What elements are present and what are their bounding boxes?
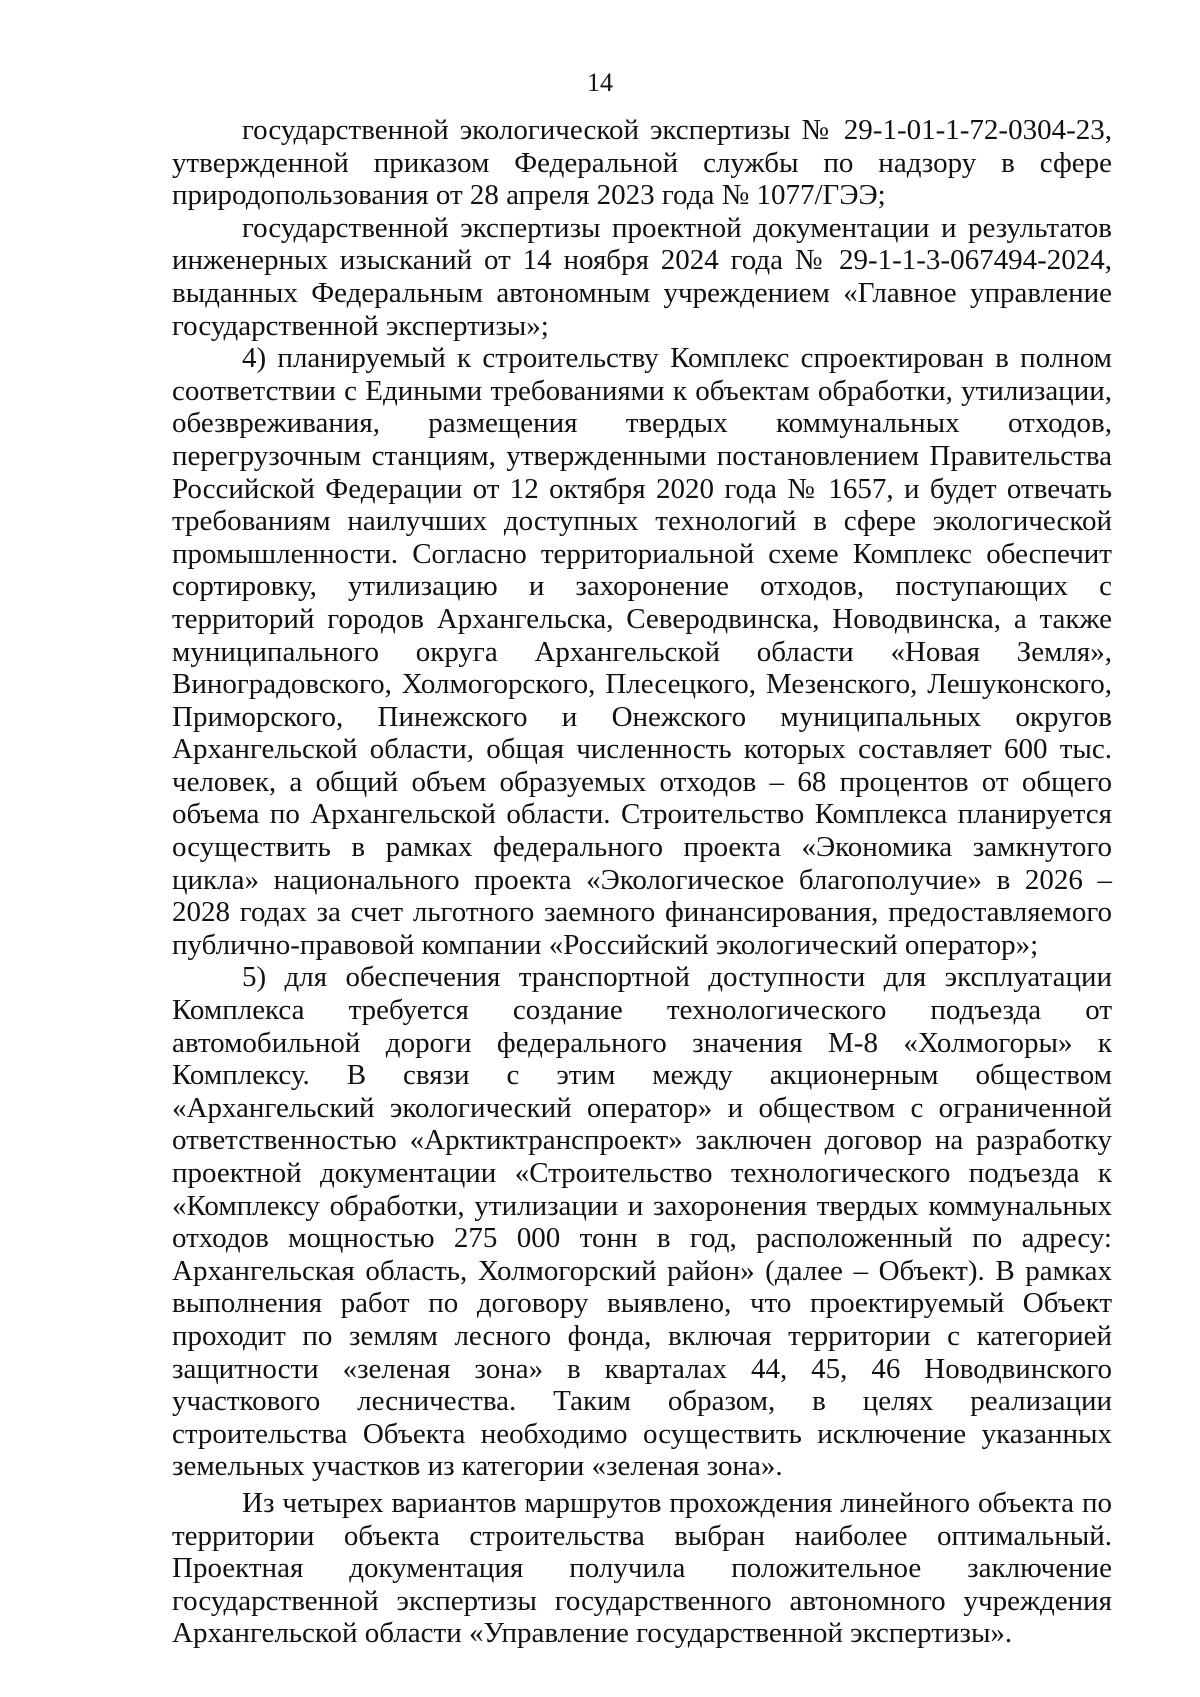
paragraph-item-5-access-road: 5) для обеспечения транспортной доступности для эксплуатации Комплекса требуется создание технологического подъезда от автомобильной дороги федерального значения М-8 «Холмогоры» к Комплексу. В связи с этим между акционерным обществом «Архангельский экологический оператор» и обществом с ограниченной ответственностью «Арктиктранспроект» заключен договор на разработку проектной документации «Строительство технологического подъезда к «Комплексу обработки, утилизации и захоронения твердых коммунальных отходов мощностью 275 000 тонн в год, расположенный по адресу: Архангельская область, Холмогорский район» (далее – Объект). В рамках выполнения работ по договору выявлено, что проектируемый Объект проходит по землям лесного фонда, включая территории с категорией защитности «зеленая зона» в кварталах 44, 45, 46 Новодвинского участкового лесничества. Таким образом, в целях реализации строительства Объекта необходимо осуществить исключение указанных земельных участков из категории «зеленая зона».	[172, 961, 1112, 1483]
page-number: 14	[587, 68, 613, 97]
paragraph-item-4-complex: 4) планируемый к строительству Комплекс спроектирован в полном соответствии с Едиными требованиями к объектам обработки, утилизации, обезвреживания, размещения твердых коммунальных отходов, перегрузочным станциям, утвержденными постановлением Правительства Российской Федерации от 12 октября 2020 года № 1657, и будет отвечать требованиям наилучших доступных технологий в сфере экологической промышленности. Согласно территориальной схеме Комплекс обеспечит сортировку, утилизацию и захоронение отходов, поступающих с территорий городов Архангельска, Северодвинска, Новодвинска, а также муниципального округа Архангельской области «Новая Земля», Виноградовского, Холмогорского, Плесецкого, Мезенского, Лешуконского, Приморского, Пинежского и Онежского муниципальных округов Архангельской области, общая численность которых составляет 600 тыс. человек, а общий объем образуемых отходов – 68 процентов от общего объема по Архангельской области. Строительство Комплекса планируется осуществить в рамках федерального проекта «Экономика замкнутого цикла» национального проекта «Экологическое благополучие» в 2026 – 2028 годах за счет льготного заемного финансирования, предоставляемого публично-правовой компании «Российский экологический оператор»;	[172, 342, 1112, 961]
paragraph-project-expertise: государственной экспертизы проектной документации и результатов инженерных изысканий от 14 ноября 2024 года № 29-1-1-3-067494-2024, выданных Федеральным автономным учреждением «Главное управление государственной экспертизы»;	[172, 211, 1112, 342]
paragraph-route-options: Из четырех вариантов маршрутов прохождения линейного объекта по территории объекта строительства выбран наиболее оптимальный. Проектная документация получила положительное заключение государственной экспертизы государственного автономного учреждения Архангельской области «Управление государственной экспертизы».	[172, 1486, 1112, 1650]
document-body	[172, 114, 1112, 1650]
paragraph-environmental-expertise: государственной экологической экспертизы № 29-1-01-1-72-0304-23, утвержденной приказом Федеральной службы по надзору в сфере природопользования от 28 апреля 2023 года № 1077/ГЭЭ;	[172, 114, 1112, 212]
